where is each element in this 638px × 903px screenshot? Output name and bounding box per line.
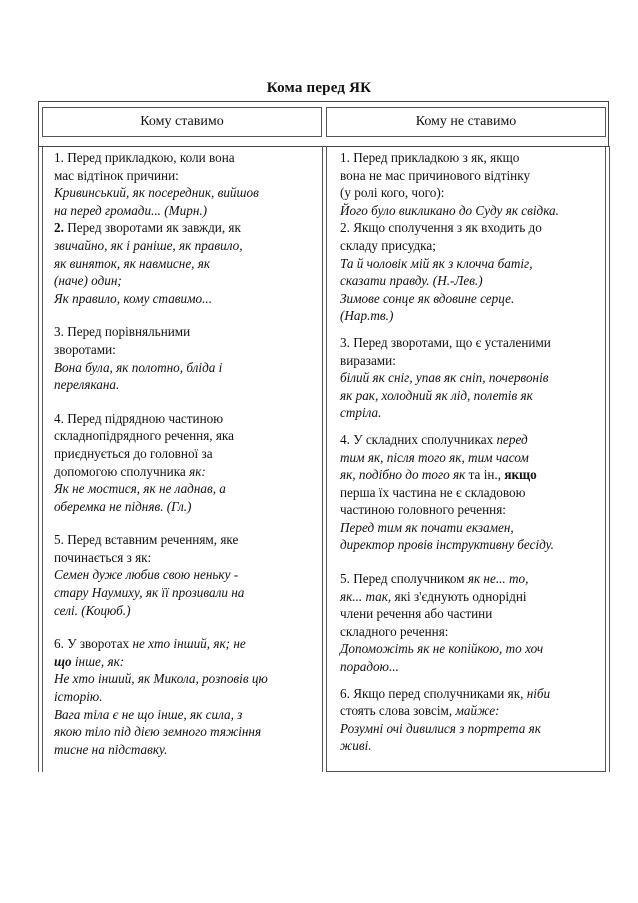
rule-3-example-2: перелякана. bbox=[54, 377, 120, 393]
rule-2-line-1: 2. Перед зворотами як завжди, як bbox=[54, 220, 241, 236]
rule-5-example-1: Семен дуже любив свою неньку - bbox=[54, 567, 239, 583]
rule-4-line-1: 4. Перед підрядною частиною bbox=[54, 410, 224, 426]
rule-4-example-1: Як не мостися, як не ладнав, а bbox=[54, 481, 226, 497]
no-rule-1-example: Його було викликано до Суду як свідка. bbox=[340, 202, 559, 218]
no-rule-4-example-1: Перед тим як почати екзамен, bbox=[340, 519, 514, 535]
rule-2-line-4: (наче) один; bbox=[54, 273, 122, 289]
rule-6-example-2: історію. bbox=[54, 689, 103, 705]
border-mid-left bbox=[322, 146, 323, 772]
rule-2-example: Як правило, кому ставимо... bbox=[54, 290, 213, 306]
column-comma-used bbox=[54, 149, 316, 758]
page-title: Кома перед ЯК bbox=[266, 80, 372, 96]
no-rule-2-example-2: сказати правду. (Н.-Лев.) bbox=[340, 273, 483, 289]
rule-3-line-1: 3. Перед порівняльними bbox=[54, 324, 191, 340]
no-rule-3-example-3: стріла. bbox=[340, 405, 382, 421]
no-rule-1-line-1: 1. Перед прикладкою з як, якщо bbox=[340, 150, 520, 165]
border-right-outer bbox=[609, 146, 610, 772]
rule-6-example-5: тисне на підставку. bbox=[54, 741, 168, 757]
header-right: Кому не ставимо bbox=[326, 107, 606, 137]
no-rule-6-line-1: 6. Якщо перед сполучниками як, ніби bbox=[340, 685, 551, 701]
no-rule-6-example-2: живі. bbox=[340, 738, 372, 754]
no-rule-3-example-2: як рак, холодний як лід, полетів як bbox=[340, 387, 533, 403]
border-right-inner bbox=[605, 146, 606, 772]
no-rule-5-line-1: 5. Перед сполучником як не... то, bbox=[340, 571, 529, 587]
rule-4-line-2: складнопідрядного речення, яка bbox=[54, 428, 234, 444]
no-rule-4-line-5: частиною головного речення: bbox=[340, 502, 506, 518]
no-rule-1-line-2: вона не мас причинового відтінку bbox=[340, 167, 531, 183]
no-rule-4-line-1: 4. У складних сполучниках перед bbox=[340, 431, 528, 447]
no-rule-5-example-1: Допоможіть як не копійкою, то хоч bbox=[340, 641, 544, 657]
rule-4-example-2: оберемка не підняв. (Гл.) bbox=[54, 498, 192, 514]
rule-6-example-3: Вага тіла є не що інше, як сила, з bbox=[54, 706, 243, 722]
rule-6-line-1: 6. У зворотах не хто інший, як; не bbox=[54, 636, 246, 652]
no-rule-3-line-2: виразами: bbox=[340, 352, 396, 368]
no-rule-4-example-2: директор провів інструктивну бесіду. bbox=[340, 537, 554, 553]
no-rule-5-example-2: порадою... bbox=[340, 659, 399, 675]
rule-1-example-2: на перед громади... (Мирн.) bbox=[54, 202, 208, 218]
rule-6-example-4: якою тіло під дією земного тяжіння bbox=[54, 724, 262, 740]
no-rule-4-line-2: тим як, після того як, тим часом bbox=[340, 449, 529, 465]
no-rule-5-line-3: члени речення або частини bbox=[340, 606, 493, 622]
rule-3-example-1: Вона була, як полотно, бліда і bbox=[54, 359, 223, 375]
border-left-inner bbox=[42, 146, 43, 772]
rule-5-line-2: починається з як: bbox=[54, 549, 152, 565]
no-rule-1-line-3: (у ролі кого, чого): bbox=[340, 185, 445, 201]
rule-1-line-2: мас відтінок причини: bbox=[54, 167, 179, 183]
no-rule-3-line-1: 3. Перед зворотами, що є усталеними bbox=[340, 334, 551, 350]
rule-5-example-2: стару Наумиху, як її прозивали на bbox=[54, 585, 245, 601]
no-rule-3-example-1: білий як сніг, упав як сніп, почервонів bbox=[340, 370, 549, 386]
rule-1-line-1: 1. Перед прикладкою, коли вона bbox=[54, 150, 235, 165]
no-rule-6-line-2: стоять слова зовсім, майже: bbox=[340, 703, 500, 719]
rule-6-example-1: Не хто інший, як Микола, розповів цю bbox=[54, 671, 268, 687]
rule-4-line-3: приєднується до головної за bbox=[54, 445, 213, 461]
no-rule-2-line-2: складу присудка; bbox=[340, 237, 436, 253]
no-rule-2-example-3: Зимове сонце як вдовине серце. bbox=[340, 290, 515, 306]
rule-5-example-3: селі. (Коцюб.) bbox=[54, 602, 131, 618]
rule-6-line-2: що інше, як: bbox=[54, 653, 125, 669]
no-rule-4-line-3: як, подібно до того як та ін., якщо bbox=[340, 467, 537, 483]
rule-3-line-2: зворотами: bbox=[54, 341, 116, 357]
rule-2-line-3: як виняток, як навмисне, як bbox=[54, 255, 211, 271]
rule-2-line-2: звичайно, як і раніше, як правило, bbox=[54, 237, 243, 253]
header-left: Кому ставимо bbox=[42, 107, 322, 137]
bottom-line-right bbox=[326, 771, 606, 772]
rule-1-example-1: Кривинський, як посередник, вийшов bbox=[54, 185, 259, 201]
no-rule-2-example-4: (Нар.тв.) bbox=[340, 308, 394, 324]
rule-5-line-1: 5. Перед вставним реченням, яке bbox=[54, 532, 239, 548]
no-rule-6-example-1: Розумні очі дивилися з портрета як bbox=[340, 720, 541, 736]
border-mid-right bbox=[326, 146, 327, 772]
column-comma-not-used bbox=[340, 149, 602, 755]
no-rule-4-line-4: перша їх частина не є складовою bbox=[340, 484, 526, 500]
no-rule-2-line-1: 2. Якщо сполучення з як входить до bbox=[340, 220, 542, 236]
no-rule-2-example-1: Та й чоловік мій як з клочча батіг, bbox=[340, 255, 533, 271]
rule-4-line-4: допомогою сполучника як: bbox=[54, 463, 206, 479]
no-rule-5-line-4: складного речення: bbox=[340, 623, 449, 639]
border-left-outer bbox=[38, 146, 39, 772]
no-rule-5-line-2: як... так, які з'єднують однорідні bbox=[340, 588, 527, 604]
